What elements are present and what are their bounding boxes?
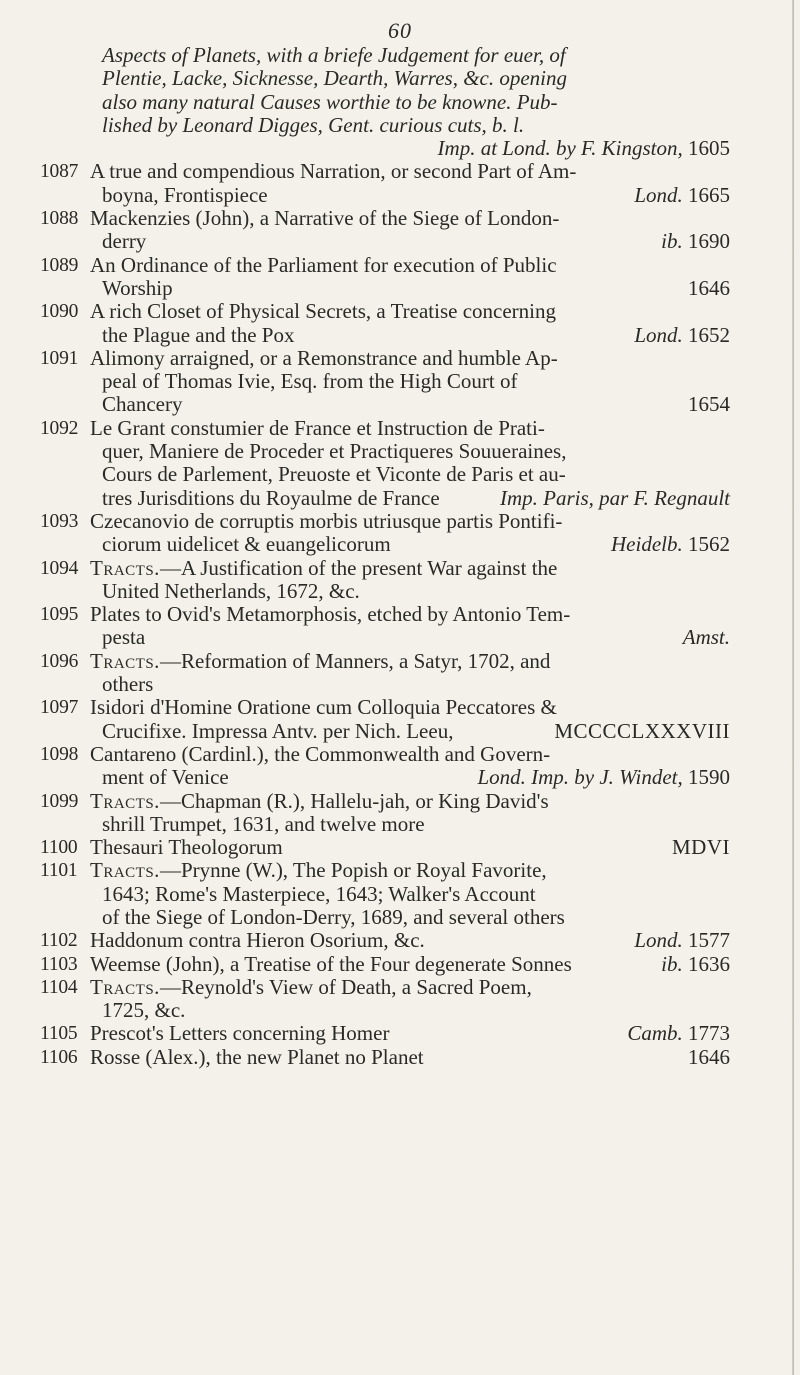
entry-year: 1773 bbox=[688, 1021, 730, 1046]
catalog-entry bbox=[40, 207, 730, 254]
entry-line: Cantareno (Cardinl.), the Commonwealth and Govern- bbox=[90, 741, 551, 766]
entry-line-wrap bbox=[90, 207, 730, 230]
entry-line-wrap bbox=[90, 440, 730, 463]
entry-line: shrill Trumpet, 1631, and twelve more bbox=[102, 811, 425, 836]
catalog-entry bbox=[40, 603, 730, 650]
entry-imprint-group bbox=[634, 324, 730, 347]
entry-text bbox=[90, 649, 550, 673]
entry-text bbox=[102, 998, 185, 1022]
entry-text bbox=[102, 905, 565, 929]
entry-imprint: Lond. bbox=[634, 322, 683, 347]
entry-text bbox=[90, 206, 559, 230]
entry-imprint: Amst. bbox=[682, 625, 730, 650]
entry-line-wrap bbox=[90, 533, 730, 556]
entry-line-wrap bbox=[90, 626, 730, 649]
entry-text bbox=[90, 695, 557, 719]
entry-line: Le Grant constumier de France et Instruction de Prati- bbox=[90, 415, 545, 440]
entry-line: Haddonum contra Hieron Osorium, &c. bbox=[90, 928, 425, 953]
entry-imprint: Lond. bbox=[634, 182, 683, 207]
entry-line: Plentie, Lacke, Sicknesse, Dearth, Warres, &c. opening bbox=[102, 66, 568, 91]
entry-line: Czecanovio de corruptis morbis utriusque partis Pontifi- bbox=[90, 508, 563, 533]
entry-text bbox=[90, 929, 425, 952]
entry-number bbox=[40, 44, 90, 160]
entry-line: —Reynold's View of Death, a Sacred Poem, bbox=[159, 974, 532, 999]
entry-line: others bbox=[102, 672, 154, 697]
catalog-entry bbox=[40, 790, 730, 837]
entry-text bbox=[90, 742, 550, 766]
entry-line-wrap bbox=[90, 510, 730, 533]
entry-number: 1097 bbox=[40, 697, 79, 719]
entry-text bbox=[102, 369, 517, 393]
catalog-listing bbox=[40, 44, 730, 1069]
entry-line: Aspects of Planets, with a briefe Judgement for euer, of bbox=[102, 43, 566, 67]
catalog-entry bbox=[40, 254, 730, 301]
entry-imprint-group bbox=[611, 533, 730, 556]
entry-imprint-group bbox=[627, 1022, 730, 1045]
entry-line: —Prynne (W.), The Popish or Royal Favorite, bbox=[159, 858, 547, 883]
entry-line: Mackenzies (John), a Narrative of the Siege of London- bbox=[90, 206, 560, 231]
entry-text bbox=[90, 858, 547, 882]
entry-line-wrap bbox=[90, 790, 730, 813]
catalog-entry bbox=[40, 557, 730, 604]
entry-text bbox=[90, 159, 576, 183]
entry-line: —A Justification of the present War against the bbox=[159, 555, 558, 580]
entry-line-wrap bbox=[90, 1046, 730, 1069]
entry-text bbox=[102, 672, 153, 696]
entry-text bbox=[102, 766, 229, 789]
entry-line-wrap bbox=[90, 557, 730, 580]
entry-text bbox=[90, 416, 545, 440]
entry-tracts-label: Tracts. bbox=[90, 788, 160, 813]
entry-line: lished by Leonard Digges, Gent. curious cuts, b. l. bbox=[102, 112, 525, 137]
entry-imprint-group bbox=[688, 393, 730, 416]
entry-number: 1091 bbox=[40, 347, 79, 369]
catalog-entry bbox=[40, 836, 730, 859]
entry-year: 1690 bbox=[688, 229, 730, 254]
entry-line: Chancery bbox=[102, 392, 183, 417]
entry-line-wrap bbox=[90, 720, 730, 743]
entry-year: 1636 bbox=[688, 951, 730, 976]
entry-line: Rosse (Alex.), the new Planet no Planet bbox=[90, 1044, 424, 1069]
entry-line: also many natural Causes worthie to be knowne. Pub- bbox=[102, 89, 558, 114]
entry-line-wrap bbox=[90, 393, 730, 416]
catalog-entry bbox=[40, 160, 730, 207]
entry-text bbox=[102, 882, 536, 906]
entry-line-wrap bbox=[90, 160, 730, 183]
entry-line: pesta bbox=[102, 625, 146, 650]
entry-line: Thesauri Theologorum bbox=[90, 835, 283, 860]
entry-line: Weemse (John), a Treatise of the Four degenerate Sonnes bbox=[90, 951, 572, 976]
entry-line-wrap bbox=[90, 370, 730, 393]
entry-line-wrap bbox=[90, 417, 730, 440]
entry-line: boyna, Frontispiece bbox=[102, 182, 268, 207]
entry-line-wrap bbox=[90, 184, 730, 207]
entry-line-wrap bbox=[90, 696, 730, 719]
entry-year: 1590 bbox=[688, 765, 730, 790]
catalog-entry bbox=[40, 743, 730, 790]
entry-text bbox=[102, 324, 294, 347]
catalog-entry bbox=[40, 953, 730, 976]
entry-line-wrap bbox=[90, 953, 730, 976]
entry-number: 1090 bbox=[40, 301, 79, 323]
entry-imprint: Lond. bbox=[634, 928, 683, 953]
entry-text bbox=[90, 602, 570, 626]
entry-text bbox=[90, 346, 558, 370]
entry-line-wrap bbox=[90, 906, 730, 929]
entry-tracts-label: Tracts. bbox=[90, 858, 160, 883]
entry-text bbox=[102, 277, 173, 300]
entry-line-wrap bbox=[90, 673, 730, 696]
entry-line-wrap bbox=[90, 324, 730, 347]
entry-number: 1101 bbox=[40, 860, 78, 882]
entry-tracts-label: Tracts. bbox=[90, 974, 160, 999]
entry-line: 1725, &c. bbox=[102, 998, 186, 1023]
catalog-entry bbox=[40, 300, 730, 347]
entry-imprint: ib. bbox=[661, 951, 683, 976]
catalog-entry bbox=[40, 417, 730, 510]
entry-line: tres Jurisditions du Royaulme de France bbox=[102, 485, 440, 510]
entry-imprint-group bbox=[683, 626, 730, 649]
entry-line-wrap bbox=[90, 1022, 730, 1045]
entry-imprint: Lond. Imp. by J. Windet, bbox=[477, 765, 683, 790]
entry-line-wrap bbox=[90, 603, 730, 626]
entry-line: Plates to Ovid's Metamorphosis, etched by Antonio Tem- bbox=[90, 602, 571, 627]
entry-line: of the Siege of London-Derry, 1689, and several others bbox=[102, 904, 565, 929]
entry-text bbox=[102, 184, 268, 207]
entry-number: 1106 bbox=[40, 1046, 78, 1068]
entry-number: 1102 bbox=[40, 930, 78, 952]
entry-year: 1562 bbox=[688, 532, 730, 557]
entry-text bbox=[90, 836, 283, 859]
entry-line: ment of Venice bbox=[102, 765, 229, 790]
entry-number: 1096 bbox=[40, 650, 79, 672]
entry-imprint-group bbox=[672, 836, 730, 859]
entry-imprint: Imp. at Lond. by F. Kingston, bbox=[437, 136, 683, 161]
entry-text bbox=[90, 253, 557, 277]
entry-imprint: Heidelb. bbox=[611, 532, 683, 557]
entry-imprint-group bbox=[661, 953, 730, 976]
entry-text bbox=[90, 556, 557, 580]
entry-line: An Ordinance of the Parliament for execution of Public bbox=[90, 252, 557, 277]
entry-line: 1643; Rome's Masterpiece, 1643; Walker's Account bbox=[102, 881, 536, 906]
entry-line: Worship bbox=[102, 275, 173, 300]
entry-number: 1100 bbox=[40, 837, 78, 859]
entry-line-wrap bbox=[90, 300, 730, 323]
entry-imprint-group bbox=[477, 766, 730, 789]
entry-line-wrap bbox=[90, 254, 730, 277]
entry-text bbox=[102, 230, 146, 253]
entry-text bbox=[102, 579, 360, 603]
entry-text bbox=[102, 393, 182, 416]
entry-imprint: Imp. Paris, par F. Regnault bbox=[499, 485, 730, 510]
entry-number: 1103 bbox=[40, 953, 78, 975]
entry-text bbox=[102, 626, 145, 649]
entry-text bbox=[90, 1022, 389, 1045]
entry-line-wrap bbox=[90, 929, 730, 952]
entry-number: 1087 bbox=[40, 161, 79, 183]
catalog-entry bbox=[40, 1046, 730, 1069]
entry-text bbox=[102, 462, 566, 486]
entry-line-wrap bbox=[90, 230, 730, 253]
entry-line: quer, Maniere de Proceder et Practiqueres Souueraines, bbox=[102, 439, 567, 464]
entry-year: 1652 bbox=[688, 322, 730, 347]
entry-number: 1104 bbox=[40, 976, 78, 998]
entry-imprint-group bbox=[634, 929, 730, 952]
entry-year: 1577 bbox=[688, 928, 730, 953]
entry-number: 1095 bbox=[40, 604, 79, 626]
entry-text bbox=[102, 487, 440, 510]
entry-number: 1093 bbox=[40, 510, 79, 532]
catalog-entry bbox=[40, 859, 730, 929]
entry-text bbox=[102, 812, 425, 836]
entry-number: 1098 bbox=[40, 743, 79, 765]
catalog-entry bbox=[40, 650, 730, 697]
entry-text bbox=[102, 720, 453, 743]
page-number: 60 bbox=[388, 18, 412, 43]
catalog-entry-continuation bbox=[40, 44, 730, 160]
entry-year: 1646 bbox=[688, 275, 730, 300]
page-edge bbox=[792, 0, 794, 1375]
entry-line: Isidori d'Homine Oratione cum Colloquia Peccatores & bbox=[90, 695, 557, 720]
entry-text bbox=[90, 299, 556, 323]
catalog-entry bbox=[40, 510, 730, 557]
entry-year: 1605 bbox=[688, 136, 730, 161]
entry-imprint: ib. bbox=[661, 229, 683, 254]
entry-line-wrap bbox=[90, 277, 730, 300]
entry-year: 1665 bbox=[688, 182, 730, 207]
entry-line-wrap bbox=[90, 883, 730, 906]
entry-year: 1654 bbox=[688, 392, 730, 417]
entry-imprint: Camb. bbox=[627, 1021, 683, 1046]
entry-line-wrap bbox=[90, 650, 730, 673]
entry-line-wrap bbox=[90, 836, 730, 859]
entry-imprint-group bbox=[661, 230, 730, 253]
entry-year: MDVI bbox=[672, 835, 730, 860]
entry-imprint-line bbox=[90, 137, 730, 160]
entry-number: 1088 bbox=[40, 208, 79, 230]
entry-line-wrap bbox=[90, 976, 730, 999]
entry-line-wrap bbox=[90, 999, 730, 1022]
entry-year: MCCCCLXXXVIII bbox=[554, 718, 730, 743]
entry-line: Cours de Parlement, Preuoste et Viconte de Paris et au- bbox=[102, 462, 566, 487]
entry-line-wrap bbox=[90, 580, 730, 603]
catalog-entry bbox=[40, 696, 730, 743]
entry-line-wrap bbox=[90, 347, 730, 370]
entry-line-wrap bbox=[90, 743, 730, 766]
entry-line: A true and compendious Narration, or second Part of Am- bbox=[90, 159, 577, 184]
entry-text bbox=[102, 439, 566, 463]
entry-text bbox=[90, 789, 549, 813]
entry-line: Crucifixe. Impressa Antv. per Nich. Leeu, bbox=[102, 718, 454, 743]
entry-imprint-group bbox=[500, 487, 730, 510]
entry-line: derry bbox=[102, 229, 147, 254]
entry-number: 1099 bbox=[40, 790, 79, 812]
catalog-entry bbox=[40, 929, 730, 952]
entry-text bbox=[90, 975, 532, 999]
entry-line-wrap bbox=[90, 766, 730, 789]
entry-imprint-group bbox=[634, 184, 730, 207]
entry-number: 1094 bbox=[40, 557, 79, 579]
entry-tracts-label: Tracts. bbox=[90, 555, 160, 580]
entry-imprint-group bbox=[688, 277, 730, 300]
catalog-entry bbox=[40, 976, 730, 1023]
entry-tracts-label: Tracts. bbox=[90, 648, 160, 673]
entry-line-wrap bbox=[90, 813, 730, 836]
entry-line-wrap bbox=[90, 463, 730, 486]
entry-line: Alimony arraigned, or a Remonstrance and humble Ap- bbox=[90, 345, 558, 370]
entry-line: ciorum uidelicet & euangelicorum bbox=[102, 532, 391, 557]
entry-text bbox=[90, 509, 562, 533]
entry-number: 1105 bbox=[40, 1023, 78, 1045]
entry-line: Prescot's Letters concerning Homer bbox=[90, 1021, 390, 1046]
catalog-entry bbox=[40, 347, 730, 417]
entry-line: United Netherlands, 1672, &c. bbox=[102, 578, 360, 603]
entry-line-wrap bbox=[90, 859, 730, 882]
entry-text bbox=[90, 953, 572, 976]
entry-number: 1089 bbox=[40, 254, 79, 276]
catalog-entry bbox=[40, 1022, 730, 1045]
entry-line: —Chapman (R.), Hallelu-jah, or King David's bbox=[159, 788, 549, 813]
entry-line: peal of Thomas Ivie, Esq. from the High Court of bbox=[102, 369, 518, 394]
entry-imprint-group bbox=[554, 720, 730, 743]
entry-line-wrap bbox=[90, 487, 730, 510]
entry-number: 1092 bbox=[40, 417, 79, 439]
entry-line: the Plague and the Pox bbox=[102, 322, 295, 347]
entry-line: A rich Closet of Physical Secrets, a Treatise concerning bbox=[90, 299, 556, 324]
entry-line: —Reformation of Manners, a Satyr, 1702, and bbox=[159, 648, 551, 673]
entry-text bbox=[102, 533, 391, 556]
entry-imprint-group bbox=[688, 1046, 730, 1069]
entry-text bbox=[90, 1046, 424, 1069]
entry-year: 1646 bbox=[688, 1044, 730, 1069]
